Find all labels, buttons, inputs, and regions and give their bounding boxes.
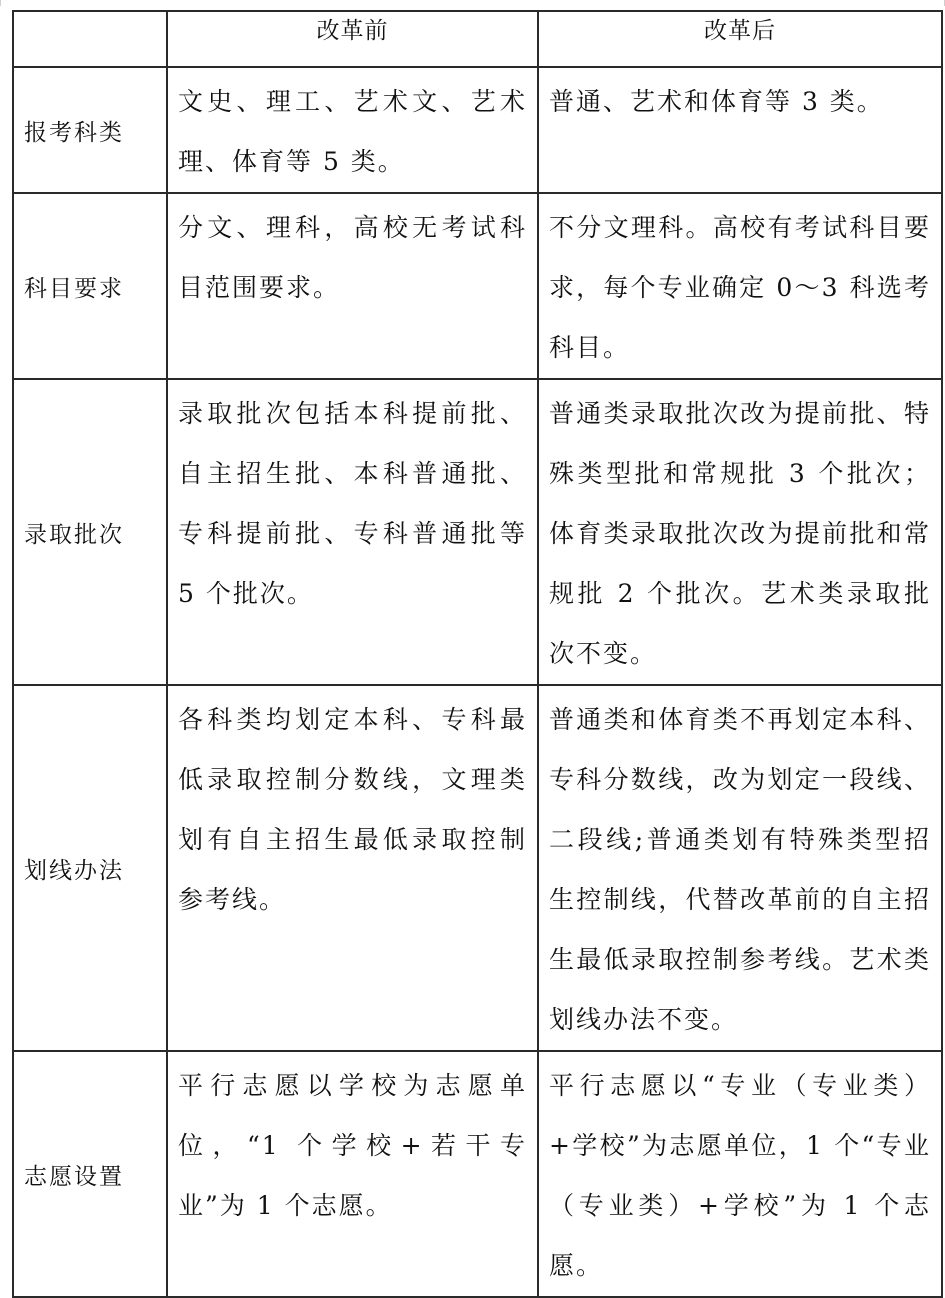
cell-before: 录取批次包括本科提前批、自主招生批、本科普通批、专科提前批、专科普通批等 5 个批次。 — [167, 379, 538, 685]
header-before: 改革前 — [167, 11, 538, 67]
cell-before: 分文、理科，高校无考试科目范围要求。 — [167, 193, 538, 379]
table-row — [13, 379, 942, 685]
row-label: 划线办法 — [13, 685, 167, 1051]
cell-before: 文史、理工、艺术文、艺术理、体育等 5 类。 — [167, 67, 538, 193]
cell-before: 平行志愿以学校为志愿单位，“1 个学校+若干专业”为 1 个志愿。 — [167, 1051, 538, 1297]
cell-after: 普通类录取批次改为提前批、特殊类型批和常规批 3 个批次；体育类录取批次改为提前批和常规批 2 个批次。艺术类录取批次不变。 — [538, 379, 942, 685]
reform-comparison-table — [12, 10, 943, 1298]
row-label: 报考科类 — [13, 67, 167, 193]
table-row — [13, 685, 942, 1051]
table-row — [13, 193, 942, 379]
header-blank-cell — [13, 11, 167, 67]
table-header-row — [13, 11, 942, 67]
row-label: 录取批次 — [13, 379, 167, 685]
row-label: 科目要求 — [13, 193, 167, 379]
page-edge — [0, 0, 945, 6]
header-after: 改革后 — [538, 11, 942, 67]
cell-after: 平行志愿以“专业（专业类）+学校”为志愿单位，1 个“专业（专业类）+学校”为 1 个志愿。 — [538, 1051, 942, 1297]
table-row — [13, 67, 942, 193]
table-row — [13, 1051, 942, 1297]
cell-after: 普通、艺术和体育等 3 类。 — [538, 67, 942, 193]
cell-after: 不分文理科。高校有考试科目要求，每个专业确定 0～3 科选考科目。 — [538, 193, 942, 379]
row-label: 志愿设置 — [13, 1051, 167, 1297]
cell-after: 普通类和体育类不再划定本科、专科分数线，改为划定一段线、二段线;普通类划有特殊类型招生控制线，代替改革前的自主招生最低录取控制参考线。艺术类划线办法不变。 — [538, 685, 942, 1051]
cell-before: 各科类均划定本科、专科最低录取控制分数线，文理类划有自主招生最低录取控制参考线。 — [167, 685, 538, 1051]
